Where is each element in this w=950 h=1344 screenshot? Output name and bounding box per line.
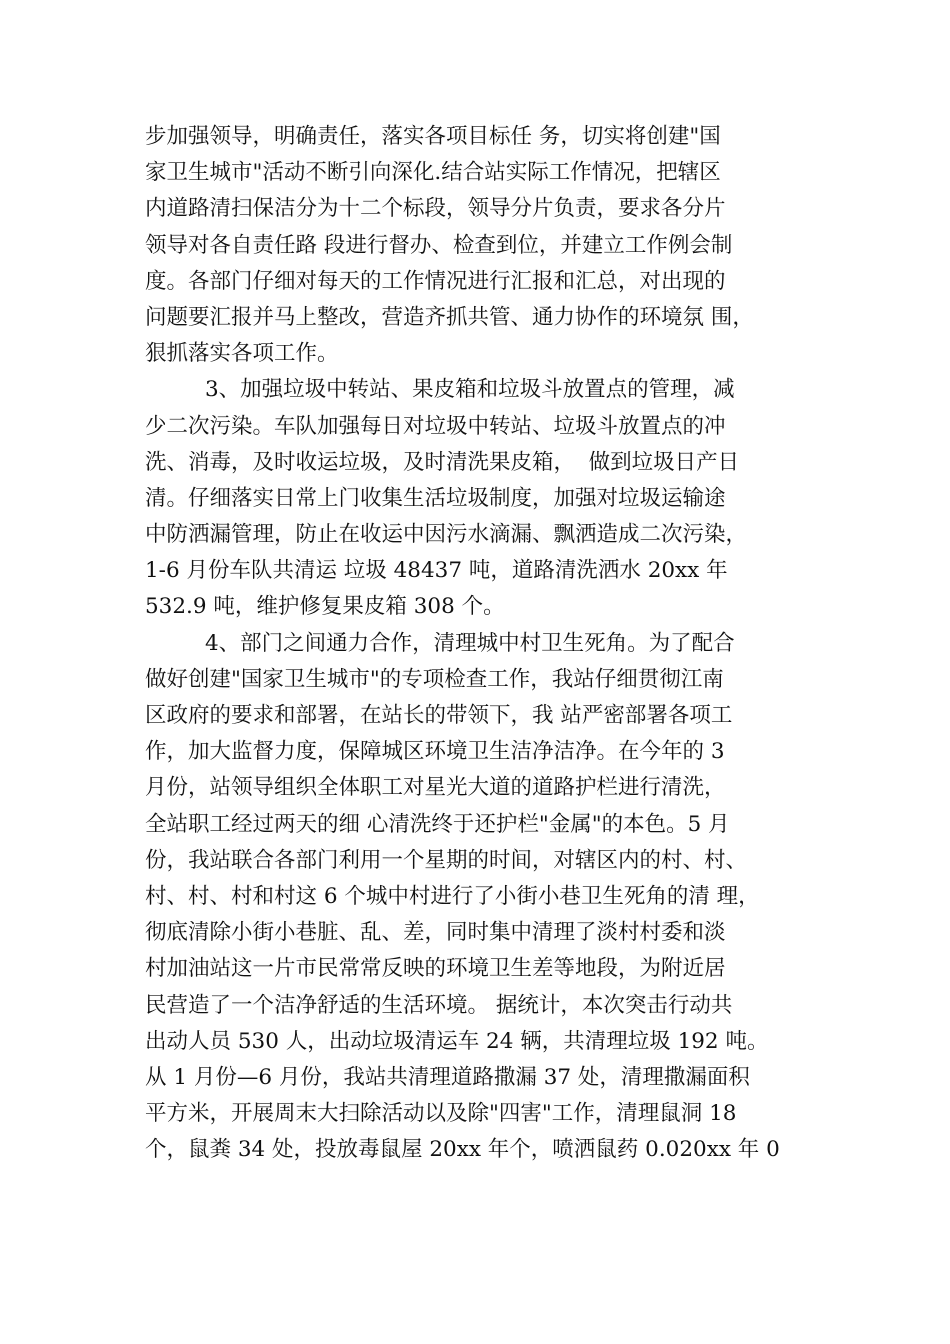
- text-line: 532.9 吨，维护修复果皮箱 308 个。: [145, 594, 505, 620]
- text-line: 问题要汇报并马上整改，营造齐抓共管、通力协作的环境氛 围，: [145, 304, 754, 330]
- text-line: 狠抓落实各项工作。: [145, 341, 339, 367]
- text-line: 从 1 月份—6 月份，我站共清理道路撒漏 37 处，清理撒漏面积: [145, 1064, 750, 1090]
- text-line: 全站职工经过两天的细 心清洗终于还护栏"金属"的本色。5 月: [145, 811, 730, 837]
- text-line: 村加油站这一片市民常常反映的环境卫生差等地段，为附近居: [145, 956, 726, 982]
- text-line: 少二次污染。车队加强每日对垃圾中转站、垃圾斗放置点的冲: [145, 413, 726, 439]
- text-line: 作，加大监督力度，保障城区环境卫生洁净洁净。在今年的 3: [145, 739, 725, 765]
- text-line: 份，我站联合各部门利用一个星期的时间，对辖区内的村、村、: [145, 847, 748, 873]
- text-line: 领导对各自责任路 段进行督办、检查到位，并建立工作例会制: [145, 232, 733, 258]
- text-line: 内道路清扫保洁分为十二个标段，领导分片负责，要求各分片: [145, 196, 726, 222]
- text-line: 出动人员 530 人，出动垃圾清运车 24 辆，共清理垃圾 192 吨。: [145, 1028, 769, 1054]
- text-line: 村、村、村和村这 6 个城中村进行了小街小巷卫生死角的清 理，: [145, 883, 760, 909]
- text-line: 做好创建"国家卫生城市"的专项检查工作，我站仔细贯彻江南: [145, 666, 724, 692]
- text-line: 洗、消毒，及时收运垃圾，及时清洗果皮箱， 做到垃圾日产日: [145, 449, 740, 475]
- text-line: 中防洒漏管理，防止在收运中因污水滴漏、飘洒造成二次污染，: [145, 522, 748, 548]
- text-line: 1-6 月份车队共清运 垃圾 48437 吨，道路清洗洒水 20xx 年: [145, 558, 728, 584]
- text-line: 个，鼠粪 34 处，投放毒鼠屋 20xx 年个，喷洒鼠药 0.020xx 年 0: [145, 1137, 780, 1163]
- text-line: 家卫生城市"活动不断引向深化.结合站实际工作情况，把辖区: [145, 160, 721, 186]
- text-line: 彻底清除小街小巷脏、乱、差，同时集中清理了淡村村委和淡: [145, 920, 726, 946]
- text-line: 平方米，开展周末大扫除活动以及除"四害"工作，清理鼠洞 18: [145, 1101, 737, 1127]
- text-line: 月份，站领导组织全体职工对星光大道的道路护栏进行清洗，: [145, 775, 726, 801]
- text-line: 区政府的要求和部署，在站长的带领下，我 站严密部署各项工: [145, 703, 733, 728]
- paragraph-3-start: 3、加强垃圾中转站、果皮箱和垃圾斗放置点的管理，减: [205, 377, 735, 403]
- paragraph-4-start: 4、部门之间通力合作，清理城中村卫生死角。为了配合: [205, 630, 735, 656]
- text-line: 步加强领导，明确责任，落实各项目标任 务，切实将创建"国: [145, 124, 721, 149]
- text-line: 民营造了一个洁净舒适的生活环境。 据统计，本次突击行动共: [145, 992, 733, 1018]
- text-line: 度。各部门仔细对每天的工作情况进行汇报和汇总，对出现的: [145, 268, 726, 294]
- text-line: 清。仔细落实日常上门收集生活垃圾制度，加强对垃圾运输途: [145, 485, 726, 511]
- body-text: [145, 119, 810, 1168]
